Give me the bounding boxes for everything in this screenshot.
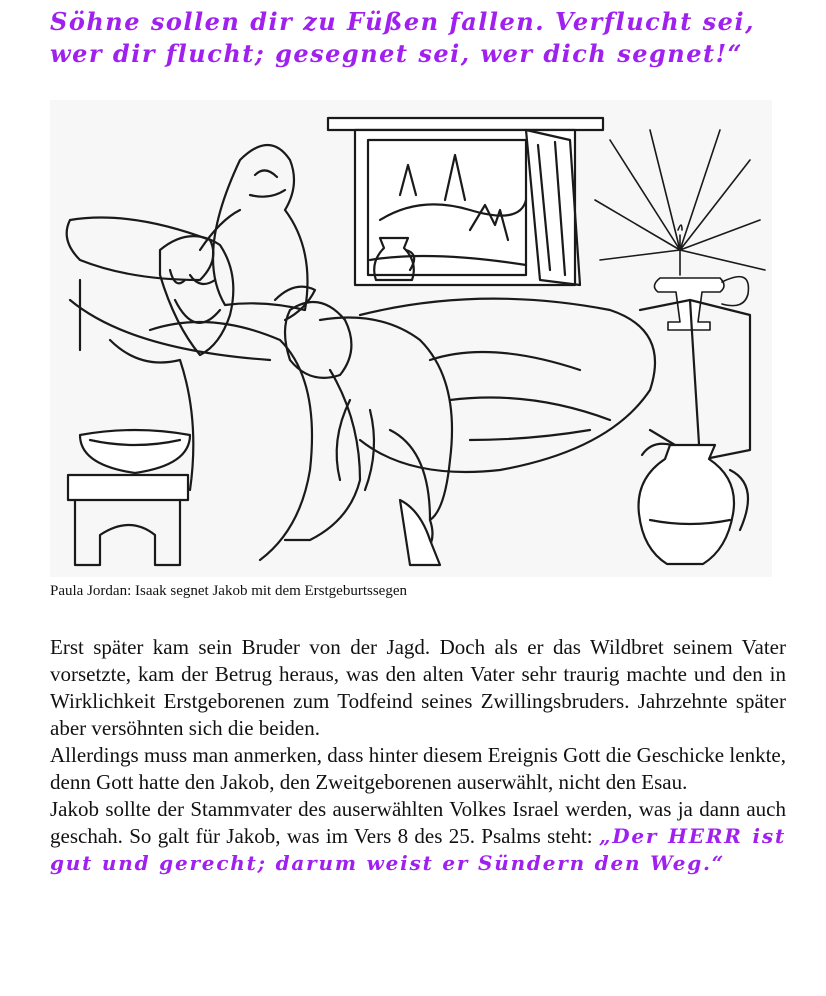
paragraph-2: Allerdings muss man anmerken, dass hinter diesem Ereignis Gott die Geschicke lenkte, denn Gott hatte den Jakob, den Zweitgeborenen auserwählt, nicht den Esau. [50,743,786,794]
psalm-quote: „Der HERR ist gut und gerecht; darum weist er Sündern den Weg.“ [50,824,787,875]
candle-drawing [595,130,765,330]
illustration-isaak-segnet-jakob [50,100,772,577]
stool-drawing [68,430,190,565]
isaak-drawing [110,236,315,560]
window-drawing [328,118,603,285]
jakob-drawing [285,302,452,565]
large-jug-drawing [639,444,748,564]
woman-drawing [200,145,308,310]
paragraph-3 [50,796,786,877]
top-quote: Söhne sollen dir zu Füßen fallen. Verflucht sei, wer dir flucht; gesegnet sei, wer dich segnet!“ [50,7,755,68]
body-text [50,634,786,877]
paragraph-3-text: Jakob sollte der Stammvater des auserwählten Volkes Israel werden, was ja dann auch geschah. So galt für Jakob, was im Vers 8 des 25. Psalms steht: [50,797,786,848]
image-caption: Paula Jordan: Isaak segnet Jakob mit dem Erstgeburtssegen [50,583,407,599]
paragraph-1: Erst später kam sein Bruder von der Jagd. Doch als er das Wildbret seinem Vater vorsetzte, kam der Betrug heraus, was den alten Vater sehr traurig machte und den in Wirklichkeit Erstgeborenen zum Todfeind seines Zwillingsbruders. Jahrzehnte später aber versöhnten sich die beiden. [50,635,786,740]
